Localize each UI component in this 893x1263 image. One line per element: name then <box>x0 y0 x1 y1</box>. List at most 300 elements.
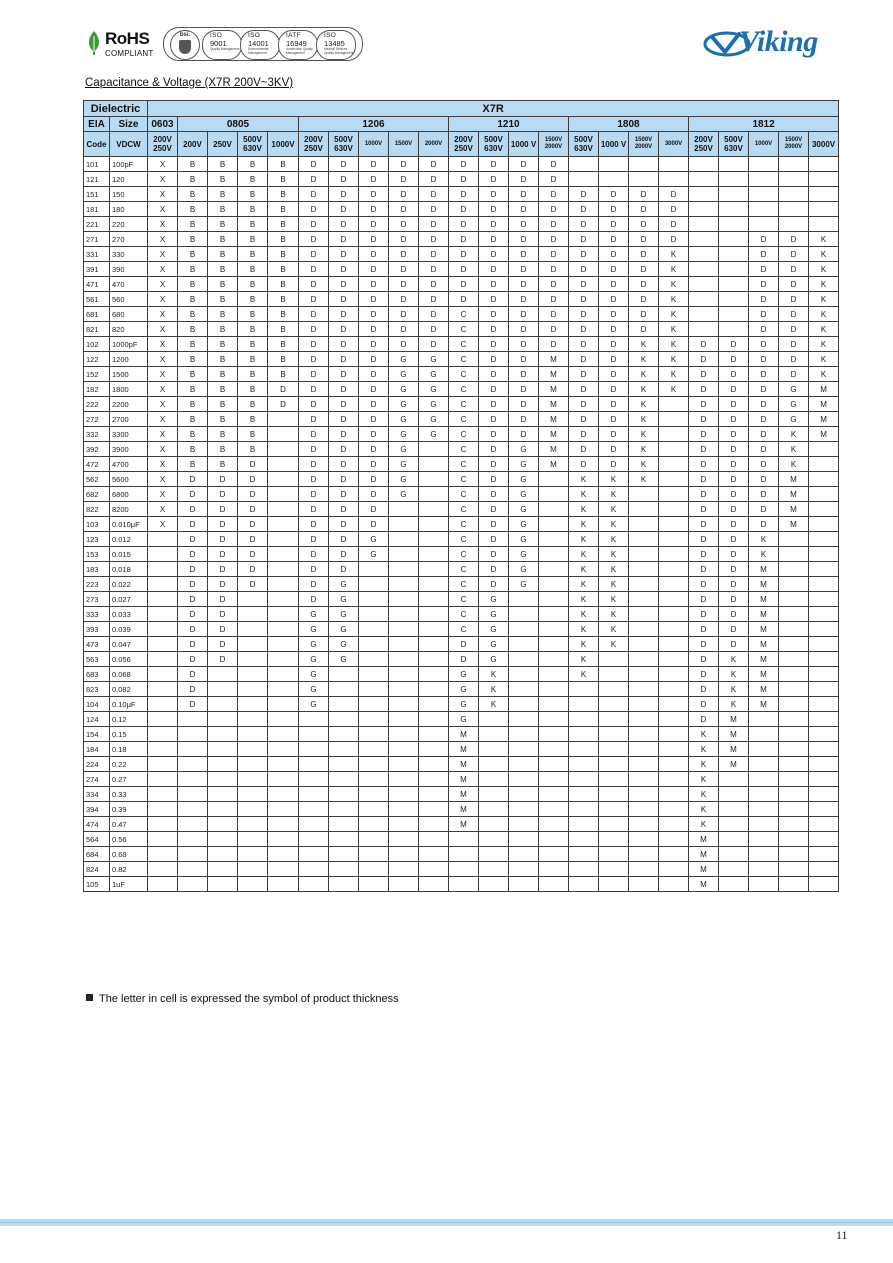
thickness-cell <box>539 847 569 862</box>
thickness-cell: D <box>779 337 809 352</box>
thickness-cell <box>779 547 809 562</box>
capacitance-code: 182 <box>84 382 110 397</box>
capacitance-code: 184 <box>84 742 110 757</box>
thickness-cell: D <box>629 217 659 232</box>
thickness-cell <box>689 202 719 217</box>
thickness-cell: K <box>629 337 659 352</box>
thickness-cell: D <box>268 397 299 412</box>
thickness-cell: D <box>689 517 719 532</box>
thickness-cell <box>479 802 509 817</box>
thickness-cell: M <box>539 442 569 457</box>
thickness-cell: G <box>389 397 419 412</box>
thickness-cell: K <box>599 592 629 607</box>
thickness-cell <box>178 802 208 817</box>
thickness-cell: D <box>419 277 449 292</box>
thickness-cell: M <box>689 847 719 862</box>
capacitance-code: 824 <box>84 862 110 877</box>
capacitance-code: 331 <box>84 247 110 262</box>
thickness-cell: D <box>389 322 419 337</box>
thickness-cell <box>599 157 629 172</box>
thickness-cell <box>779 607 809 622</box>
thickness-cell <box>359 877 389 892</box>
thickness-cell: M <box>779 517 809 532</box>
thickness-cell: B <box>208 217 238 232</box>
thickness-cell <box>539 862 569 877</box>
thickness-cell: D <box>299 217 329 232</box>
thickness-cell: D <box>599 292 629 307</box>
capacitance-code: 103 <box>84 517 110 532</box>
thickness-cell: M <box>449 817 479 832</box>
thickness-cell: D <box>449 202 479 217</box>
thickness-cell: G <box>509 547 539 562</box>
thickness-cell <box>809 202 839 217</box>
thickness-cell: B <box>208 352 238 367</box>
thickness-cell: D <box>629 292 659 307</box>
thickness-cell: D <box>749 292 779 307</box>
thickness-cell: D <box>359 457 389 472</box>
thickness-cell: D <box>479 217 509 232</box>
thickness-cell <box>689 277 719 292</box>
thickness-cell <box>389 532 419 547</box>
thickness-cell <box>749 787 779 802</box>
thickness-cell: D <box>208 487 238 502</box>
thickness-cell <box>268 517 299 532</box>
thickness-cell <box>268 802 299 817</box>
table-row <box>84 637 839 652</box>
thickness-cell: D <box>509 337 539 352</box>
thickness-cell <box>659 847 689 862</box>
capacitance-value: 0.68 <box>110 847 148 862</box>
thickness-cell <box>148 802 178 817</box>
thickness-cell: D <box>689 622 719 637</box>
thickness-cell: D <box>749 397 779 412</box>
thickness-cell: D <box>299 547 329 562</box>
thickness-cell <box>659 547 689 562</box>
thickness-cell <box>779 592 809 607</box>
thickness-cell: B <box>208 202 238 217</box>
thickness-cell <box>629 727 659 742</box>
capacitance-code: 121 <box>84 172 110 187</box>
thickness-cell <box>148 622 178 637</box>
thickness-cell <box>809 787 839 802</box>
thickness-cell: D <box>599 187 629 202</box>
thickness-cell <box>629 502 659 517</box>
thickness-cell: D <box>629 307 659 322</box>
thickness-cell <box>419 562 449 577</box>
thickness-cell <box>659 772 689 787</box>
capacitance-code: 561 <box>84 292 110 307</box>
thickness-cell <box>389 502 419 517</box>
thickness-cell: B <box>238 277 268 292</box>
thickness-cell <box>809 817 839 832</box>
thickness-cell <box>779 577 809 592</box>
thickness-cell: K <box>479 697 509 712</box>
thickness-cell <box>419 832 449 847</box>
thickness-cell <box>689 292 719 307</box>
thickness-cell <box>659 727 689 742</box>
capacitance-code: 223 <box>84 577 110 592</box>
thickness-cell: K <box>629 472 659 487</box>
thickness-cell <box>419 547 449 562</box>
cert-number: 14001 <box>248 39 269 48</box>
table-row <box>84 202 839 217</box>
thickness-cell: B <box>238 172 268 187</box>
thickness-cell: D <box>359 157 389 172</box>
thickness-cell: D <box>659 217 689 232</box>
thickness-cell: D <box>689 637 719 652</box>
thickness-cell <box>268 772 299 787</box>
thickness-cell: G <box>329 622 359 637</box>
thickness-cell: K <box>569 592 599 607</box>
thickness-cell: D <box>599 247 629 262</box>
thickness-cell: D <box>419 322 449 337</box>
voltage-header: 200V 250V <box>449 132 479 157</box>
thickness-cell: B <box>238 262 268 277</box>
thickness-cell: D <box>599 277 629 292</box>
thickness-cell: X <box>148 352 178 367</box>
thickness-cell: D <box>238 472 268 487</box>
thickness-cell <box>479 772 509 787</box>
thickness-cell: D <box>779 232 809 247</box>
thickness-cell: D <box>359 172 389 187</box>
thickness-cell <box>809 532 839 547</box>
thickness-cell <box>389 652 419 667</box>
thickness-cell: D <box>719 502 749 517</box>
thickness-cell: D <box>329 352 359 367</box>
thickness-cell <box>659 877 689 892</box>
capacitance-code: 563 <box>84 652 110 667</box>
thickness-cell <box>629 802 659 817</box>
voltage-header: 1000 V <box>599 132 629 157</box>
thickness-cell <box>148 577 178 592</box>
thickness-cell: D <box>208 622 238 637</box>
thickness-cell: C <box>449 337 479 352</box>
capacitance-value: 0.039 <box>110 622 148 637</box>
thickness-cell <box>809 577 839 592</box>
thickness-cell: D <box>749 277 779 292</box>
thickness-cell: D <box>449 247 479 262</box>
thickness-cell <box>268 457 299 472</box>
thickness-cell: D <box>749 457 779 472</box>
thickness-cell: D <box>238 457 268 472</box>
thickness-cell <box>148 847 178 862</box>
thickness-cell <box>629 652 659 667</box>
thickness-cell <box>809 517 839 532</box>
table-row <box>84 847 839 862</box>
thickness-cell <box>539 607 569 622</box>
voltage-header: 500V 630V <box>238 132 268 157</box>
thickness-cell <box>719 277 749 292</box>
thickness-cell <box>659 652 689 667</box>
thickness-cell: D <box>389 262 419 277</box>
cert-name: IATF <box>286 32 301 39</box>
thickness-cell: D <box>629 262 659 277</box>
thickness-cell: K <box>809 367 839 382</box>
thickness-cell: M <box>779 487 809 502</box>
thickness-cell <box>359 607 389 622</box>
thickness-cell: D <box>178 637 208 652</box>
table-row <box>84 397 839 412</box>
thickness-cell <box>809 187 839 202</box>
thickness-cell: D <box>629 202 659 217</box>
thickness-cell <box>629 637 659 652</box>
thickness-cell: D <box>299 187 329 202</box>
cert-number: 16949 <box>286 39 307 48</box>
size-1210: 1210 <box>449 117 569 132</box>
thickness-cell <box>809 172 839 187</box>
thickness-cell: M <box>689 862 719 877</box>
thickness-cell: D <box>359 322 389 337</box>
thickness-cell: D <box>509 157 539 172</box>
thickness-cell: D <box>359 232 389 247</box>
thickness-cell <box>809 727 839 742</box>
thickness-cell: D <box>599 352 629 367</box>
capacitance-code: 391 <box>84 262 110 277</box>
thickness-cell <box>479 862 509 877</box>
thickness-cell: B <box>178 187 208 202</box>
thickness-cell <box>659 562 689 577</box>
thickness-cell: D <box>749 262 779 277</box>
thickness-cell: B <box>238 307 268 322</box>
thickness-cell: D <box>299 592 329 607</box>
thickness-cell <box>509 847 539 862</box>
thickness-cell: D <box>299 322 329 337</box>
thickness-cell <box>389 877 419 892</box>
thickness-cell: G <box>419 352 449 367</box>
thickness-cell: C <box>449 352 479 367</box>
thickness-cell: D <box>479 517 509 532</box>
thickness-cell <box>238 742 268 757</box>
thickness-cell: D <box>359 352 389 367</box>
thickness-cell: D <box>299 412 329 427</box>
thickness-cell <box>178 787 208 802</box>
capacitance-code: 221 <box>84 217 110 232</box>
capacitance-code: 124 <box>84 712 110 727</box>
thickness-cell: M <box>449 727 479 742</box>
thickness-cell: B <box>238 187 268 202</box>
voltage-header: 1500V <box>389 132 419 157</box>
thickness-cell: D <box>299 367 329 382</box>
thickness-cell: D <box>208 607 238 622</box>
thickness-cell: D <box>539 262 569 277</box>
thickness-cell: G <box>509 472 539 487</box>
capacitance-code: 392 <box>84 442 110 457</box>
thickness-cell <box>419 532 449 547</box>
thickness-cell: K <box>719 697 749 712</box>
thickness-cell: D <box>689 337 719 352</box>
thickness-cell: D <box>539 292 569 307</box>
thickness-cell: B <box>178 397 208 412</box>
thickness-cell <box>659 757 689 772</box>
thickness-cell: X <box>148 517 178 532</box>
capacitance-value: 0.082 <box>110 682 148 697</box>
thickness-cell: D <box>359 367 389 382</box>
thickness-cell: D <box>719 397 749 412</box>
thickness-cell: D <box>329 502 359 517</box>
thickness-cell <box>569 757 599 772</box>
thickness-cell: C <box>449 427 479 442</box>
thickness-cell: D <box>329 187 359 202</box>
thickness-cell <box>719 217 749 232</box>
table-row <box>84 277 839 292</box>
thickness-cell <box>749 712 779 727</box>
thickness-cell <box>719 322 749 337</box>
thickness-cell: G <box>509 517 539 532</box>
table-row <box>84 247 839 262</box>
thickness-cell: B <box>268 202 299 217</box>
thickness-cell: D <box>299 397 329 412</box>
thickness-cell <box>509 787 539 802</box>
capacitance-value: 0.068 <box>110 667 148 682</box>
thickness-cell <box>659 592 689 607</box>
thickness-cell <box>299 742 329 757</box>
thickness-cell <box>208 697 238 712</box>
thickness-cell <box>599 862 629 877</box>
voltage-header: 3000V <box>809 132 839 157</box>
thickness-cell <box>238 757 268 772</box>
thickness-cell: D <box>178 622 208 637</box>
thickness-cell: D <box>299 232 329 247</box>
thickness-cell: D <box>599 442 629 457</box>
thickness-cell <box>659 577 689 592</box>
thickness-cell <box>659 817 689 832</box>
thickness-cell: K <box>809 247 839 262</box>
thickness-cell <box>629 172 659 187</box>
thickness-cell: D <box>509 427 539 442</box>
thickness-cell <box>539 577 569 592</box>
thickness-cell <box>268 727 299 742</box>
thickness-cell: D <box>749 412 779 427</box>
thickness-cell <box>238 682 268 697</box>
thickness-cell <box>178 712 208 727</box>
thickness-cell: B <box>208 382 238 397</box>
thickness-cell <box>599 712 629 727</box>
thickness-cell <box>419 862 449 877</box>
thickness-cell <box>419 652 449 667</box>
thickness-cell <box>659 712 689 727</box>
capacitance-value: 220 <box>110 217 148 232</box>
thickness-cell: K <box>659 367 689 382</box>
thickness-cell: D <box>479 322 509 337</box>
thickness-cell: X <box>148 502 178 517</box>
thickness-cell: D <box>749 502 779 517</box>
thickness-cell: B <box>268 217 299 232</box>
thickness-cell: G <box>299 697 329 712</box>
thickness-cell <box>509 802 539 817</box>
size-0603: 0603 <box>148 117 178 132</box>
thickness-cell <box>719 307 749 322</box>
table-row <box>84 322 839 337</box>
thickness-cell: K <box>569 502 599 517</box>
thickness-cell: D <box>539 307 569 322</box>
voltage-header: 500V 630V <box>719 132 749 157</box>
thickness-cell <box>539 817 569 832</box>
thickness-cell: D <box>238 547 268 562</box>
thickness-cell: B <box>208 307 238 322</box>
thickness-cell: B <box>178 157 208 172</box>
thickness-cell: D <box>359 187 389 202</box>
thickness-cell: D <box>299 262 329 277</box>
capacitance-value: 470 <box>110 277 148 292</box>
thickness-cell: D <box>689 427 719 442</box>
thickness-cell <box>509 607 539 622</box>
thickness-cell <box>599 667 629 682</box>
thickness-cell <box>719 817 749 832</box>
thickness-cell <box>238 787 268 802</box>
thickness-cell <box>599 877 629 892</box>
thickness-cell: D <box>479 532 509 547</box>
capacitance-code: 471 <box>84 277 110 292</box>
capacitance-code: 682 <box>84 487 110 502</box>
thickness-cell <box>238 637 268 652</box>
thickness-cell: B <box>268 352 299 367</box>
dielectric-label: Dielectric <box>84 101 148 117</box>
thickness-cell: G <box>299 622 329 637</box>
thickness-cell: D <box>329 472 359 487</box>
thickness-cell <box>419 817 449 832</box>
thickness-cell: D <box>539 232 569 247</box>
thickness-cell: D <box>329 277 359 292</box>
thickness-cell <box>389 787 419 802</box>
rohs-compliant-label: COMPLIANT <box>105 49 154 58</box>
thickness-cell <box>749 202 779 217</box>
thickness-cell: K <box>809 292 839 307</box>
thickness-cell: D <box>389 247 419 262</box>
thickness-cell: G <box>509 532 539 547</box>
thickness-cell <box>539 802 569 817</box>
thickness-cell: D <box>389 202 419 217</box>
thickness-cell: G <box>389 412 419 427</box>
table-row <box>84 862 839 877</box>
thickness-cell <box>329 682 359 697</box>
thickness-cell <box>268 547 299 562</box>
thickness-cell <box>268 487 299 502</box>
capacitance-value: 0.056 <box>110 652 148 667</box>
thickness-cell: D <box>479 487 509 502</box>
thickness-cell <box>809 562 839 577</box>
thickness-cell: D <box>599 307 629 322</box>
thickness-cell <box>629 757 659 772</box>
thickness-cell <box>359 592 389 607</box>
table-row <box>84 187 839 202</box>
thickness-cell: D <box>599 322 629 337</box>
capacitance-code: 683 <box>84 667 110 682</box>
thickness-cell <box>779 682 809 697</box>
thickness-cell <box>629 832 659 847</box>
thickness-cell: D <box>689 532 719 547</box>
thickness-cell: D <box>178 667 208 682</box>
thickness-cell: D <box>719 622 749 637</box>
table-row <box>84 337 839 352</box>
thickness-cell: D <box>509 382 539 397</box>
thickness-cell: D <box>419 202 449 217</box>
thickness-cell: D <box>178 652 208 667</box>
thickness-cell <box>479 832 509 847</box>
thickness-cell <box>299 757 329 772</box>
thickness-cell: D <box>299 172 329 187</box>
thickness-cell <box>599 772 629 787</box>
thickness-cell: D <box>569 202 599 217</box>
thickness-cell <box>148 772 178 787</box>
cert-description: Automotive Quality Management <box>286 47 313 55</box>
thickness-cell <box>419 697 449 712</box>
thickness-cell: D <box>719 532 749 547</box>
thickness-cell: D <box>569 397 599 412</box>
thickness-cell <box>659 622 689 637</box>
table-row <box>84 457 839 472</box>
thickness-cell <box>299 787 329 802</box>
thickness-cell: D <box>479 232 509 247</box>
